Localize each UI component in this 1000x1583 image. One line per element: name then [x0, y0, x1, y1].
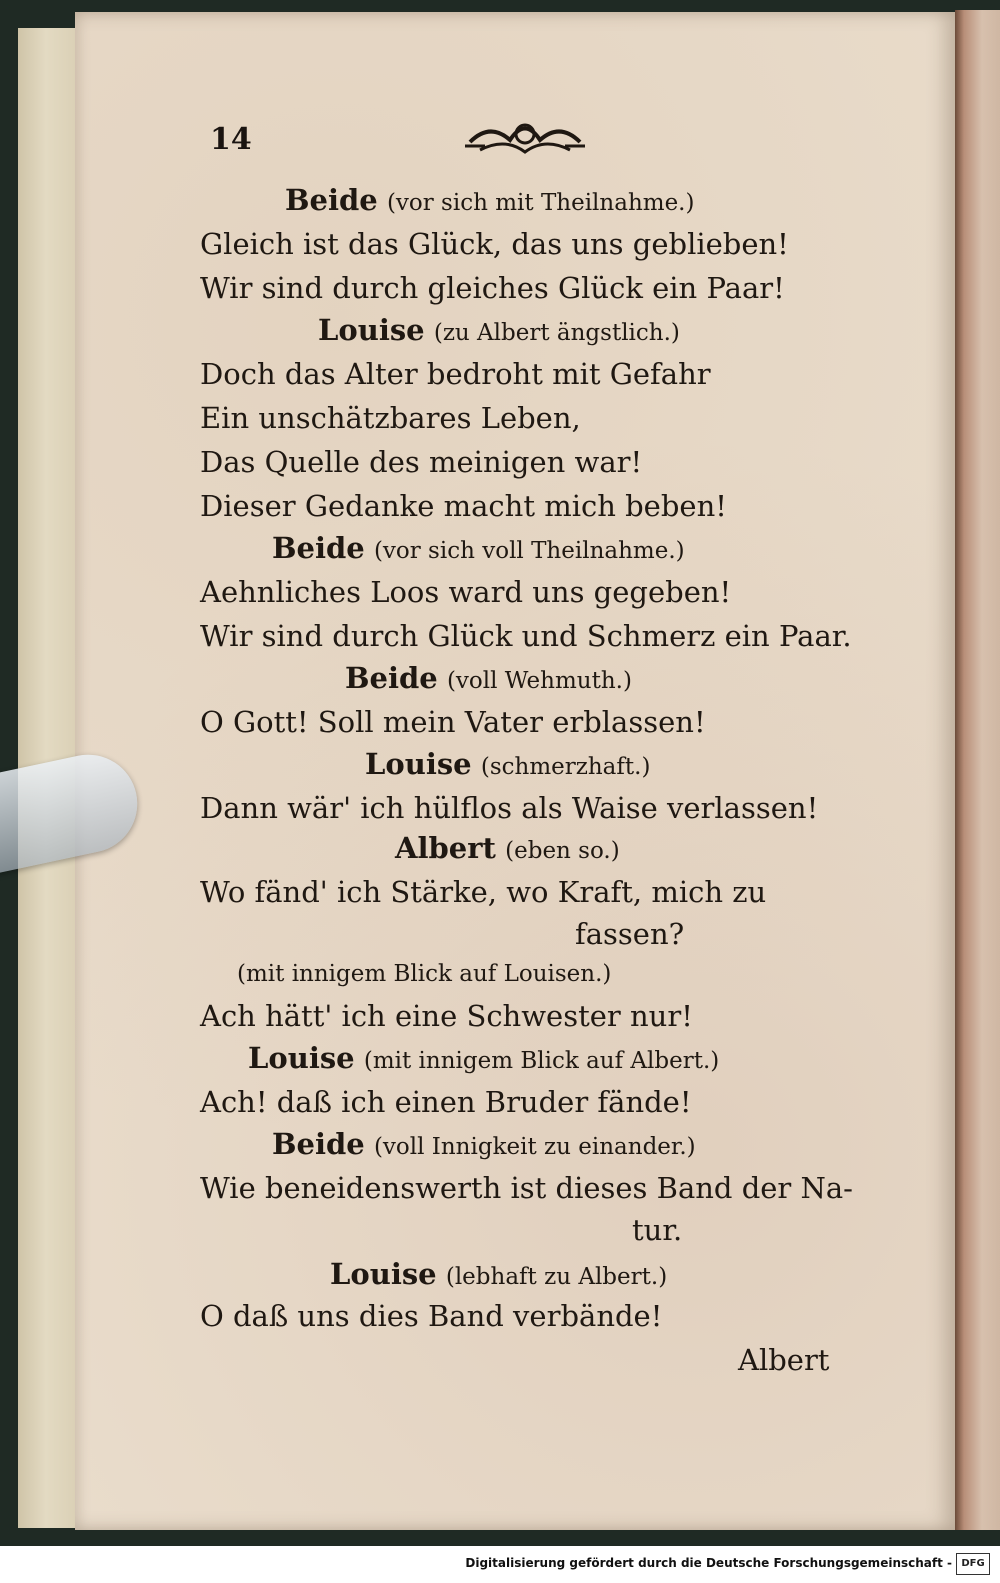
verse-line: Wie beneidenswerth ist dieses Band der Na- — [200, 1171, 853, 1205]
speaker-line: Beide (voll Innigkeit zu einander.) — [272, 1127, 696, 1161]
footer — [0, 1546, 1000, 1583]
speaker-line: Louise (schmerzhaft.) — [365, 747, 651, 781]
verse-line: Ach! daß ich einen Bruder fände! — [200, 1085, 692, 1119]
verse-line: Wir sind durch gleiches Glück ein Paar! — [200, 271, 785, 305]
verse-line: Wir sind durch Glück und Schmerz ein Paar. — [200, 619, 852, 653]
verse-line: Ein unschätzbares Leben, — [200, 401, 581, 435]
verse-line: fassen? — [575, 917, 685, 951]
catchword: Albert — [738, 1343, 830, 1377]
verse-line: O Gott! Soll mein Vater erblassen! — [200, 705, 706, 739]
page-number: 14 — [210, 122, 252, 157]
speaker-line: Beide (vor sich mit Theilnahme.) — [285, 183, 695, 217]
speaker-line: Beide (voll Wehmuth.) — [345, 661, 632, 695]
verse-line: Ach hätt' ich eine Schwester nur! — [200, 999, 693, 1033]
verse-line: Wo fänd' ich Stärke, wo Kraft, mich zu — [200, 875, 767, 909]
verse-line: Dieser Gedanke macht mich beben! — [200, 489, 727, 523]
speaker-line: Albert (eben so.) — [395, 831, 620, 865]
verse-line: O daß uns dies Band verbände! — [200, 1299, 663, 1333]
stage-direction: (mit innigem Blick auf Louisen.) — [237, 961, 612, 987]
verse-line: Aehnliches Loos ward uns gegeben! — [200, 575, 732, 609]
speaker-line: Louise (lebhaft zu Albert.) — [330, 1257, 668, 1291]
verse-line: Dann wär' ich hülflos als Waise verlassen! — [200, 791, 819, 825]
speaker-line: Louise (mit innigem Blick auf Albert.) — [248, 1041, 720, 1075]
speaker-line: Louise (zu Albert ängstlich.) — [318, 313, 680, 347]
verse-line: tur. — [632, 1213, 683, 1247]
verse-line: Das Quelle des meinigen war! — [200, 445, 643, 479]
funding-notice: Digitalisierung gefördert durch die Deutsche Forschungsgemeinschaft - — [465, 1556, 952, 1570]
verse-line: Gleich ist das Glück, das uns geblieben! — [200, 227, 789, 261]
verse-line: Doch das Alter bedroht mit Gefahr — [200, 357, 711, 391]
speaker-line: Beide (vor sich voll Theilnahme.) — [272, 531, 685, 565]
dfg-logo: DFG — [956, 1553, 990, 1575]
